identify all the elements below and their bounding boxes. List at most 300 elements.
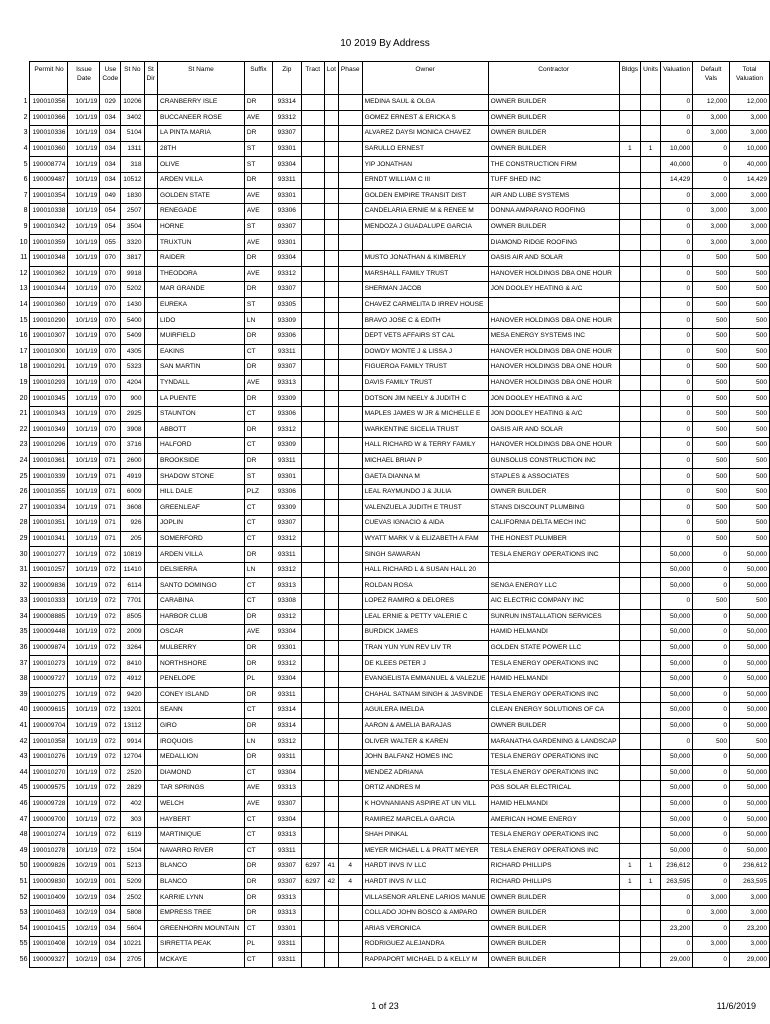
table-cell <box>144 344 157 360</box>
row-number: 11 <box>20 254 28 262</box>
table-cell <box>619 734 641 750</box>
table-cell: 50,000 <box>730 749 770 765</box>
table-cell: 500 <box>730 484 770 500</box>
table-cell: 3,000 <box>730 937 770 953</box>
table-cell: 5213 <box>121 859 144 875</box>
table-cell <box>641 391 661 407</box>
table-cell: LEAL RAYMUNDO J & JULIA <box>362 484 488 500</box>
table-cell: DELSIERRA <box>157 562 244 578</box>
table-cell: ROLDAN ROSA <box>362 578 488 594</box>
table-cell <box>619 391 641 407</box>
table-cell: 10/1/19 <box>68 640 100 656</box>
table-cell <box>641 687 661 703</box>
table-cell: 3,000 <box>693 126 730 142</box>
table-cell: EVANGELISTA EMMANUEL & VALEZUE <box>362 671 488 687</box>
table-cell: 072 <box>100 562 121 578</box>
table-row <box>15 219 770 235</box>
table-cell <box>301 375 324 391</box>
row-number: 46 <box>19 800 28 808</box>
table-cell <box>144 562 157 578</box>
table-cell <box>338 266 362 282</box>
table-cell <box>301 531 324 547</box>
table-cell: 071 <box>100 469 121 485</box>
table-cell: 28TH <box>157 141 244 157</box>
table-cell: TESLA ENERGY OPERATIONS INC <box>488 749 619 765</box>
table-cell: 93307 <box>272 874 301 890</box>
table-row <box>15 484 770 500</box>
table-cell <box>144 157 157 173</box>
table-cell: 50,000 <box>730 703 770 719</box>
table-cell: ST <box>244 297 272 313</box>
table-row <box>15 718 770 734</box>
table-cell <box>301 219 324 235</box>
table-cell: 926 <box>121 516 144 532</box>
table-cell: 50,000 <box>730 640 770 656</box>
table-cell: 50,000 <box>661 625 693 641</box>
table-row <box>15 391 770 407</box>
table-cell <box>324 734 338 750</box>
table-cell: 29,000 <box>730 952 770 968</box>
row-number: 2 <box>23 113 28 121</box>
table-body <box>15 95 770 968</box>
table-cell: 10/1/19 <box>68 250 100 266</box>
table-cell: 190010342 <box>30 219 68 235</box>
table-cell <box>324 516 338 532</box>
table-cell: 93304 <box>272 765 301 781</box>
table-cell: DR <box>244 95 272 111</box>
table-cell <box>301 952 324 968</box>
table-cell: DAVIS FAMILY TRUST <box>362 375 488 391</box>
table-cell <box>324 671 338 687</box>
table-cell: HANOVER HOLDINGS DBA ONE HOUR <box>488 266 619 282</box>
table-cell: 1 <box>619 141 641 157</box>
table-cell: GOLDEN STATE POWER LLC <box>488 640 619 656</box>
table-cell: DOTSON JIM NEELY & JUDITH C <box>362 391 488 407</box>
table-cell <box>338 671 362 687</box>
row-number: 24 <box>19 456 28 464</box>
table-cell: 1311 <box>121 141 144 157</box>
column-header: Total Valuation <box>730 62 770 95</box>
row-number: 3 <box>23 129 28 137</box>
table-cell: 0 <box>661 282 693 298</box>
table-cell: 13201 <box>121 703 144 719</box>
table-cell: 1430 <box>121 297 144 313</box>
table-cell <box>301 562 324 578</box>
table-cell: 10/1/19 <box>68 438 100 454</box>
table-row <box>15 531 770 547</box>
table-cell <box>324 328 338 344</box>
table-cell: OWNER BUILDER <box>488 937 619 953</box>
table-cell <box>144 874 157 890</box>
table-cell: CRANBERRY ISLE <box>157 95 244 111</box>
table-cell <box>301 484 324 500</box>
table-cell: AVE <box>244 781 272 797</box>
table-cell: 0 <box>661 375 693 391</box>
table-cell <box>324 937 338 953</box>
table-cell: 93307 <box>272 282 301 298</box>
table-cell: 8505 <box>121 609 144 625</box>
table-cell: WELCH <box>157 796 244 812</box>
table-cell: 500 <box>693 422 730 438</box>
table-cell: 50,000 <box>661 609 693 625</box>
table-cell <box>338 469 362 485</box>
row-number: 20 <box>19 394 28 402</box>
table-row <box>15 126 770 142</box>
table-cell: 500 <box>693 484 730 500</box>
table-cell: 5604 <box>121 921 144 937</box>
table-cell: 0 <box>661 422 693 438</box>
table-cell: 5202 <box>121 282 144 298</box>
table-cell: 93313 <box>272 827 301 843</box>
table-cell <box>619 812 641 828</box>
table-cell: TESLA ENERGY OPERATIONS INC <box>488 827 619 843</box>
table-cell <box>619 921 641 937</box>
table-cell: 072 <box>100 578 121 594</box>
row-number: 43 <box>19 753 28 761</box>
table-cell <box>338 625 362 641</box>
table-cell: ST <box>244 141 272 157</box>
table-cell <box>144 921 157 937</box>
table-cell <box>619 656 641 672</box>
table-cell <box>641 110 661 126</box>
table-cell: 93311 <box>272 547 301 563</box>
table-cell <box>338 484 362 500</box>
table-cell: 500 <box>693 250 730 266</box>
table-cell: 10/1/19 <box>68 718 100 734</box>
table-cell: 3,000 <box>730 890 770 906</box>
column-header: Issue Date <box>68 62 100 95</box>
row-number: 48 <box>19 831 28 839</box>
table-cell: BROOKSIDE <box>157 453 244 469</box>
table-cell: 93306 <box>272 328 301 344</box>
table-cell: 190010274 <box>30 827 68 843</box>
table-cell: SANTO DOMINGO <box>157 578 244 594</box>
table-cell: 072 <box>100 609 121 625</box>
table-cell <box>324 625 338 641</box>
table-cell: 072 <box>100 703 121 719</box>
table-cell <box>301 141 324 157</box>
table-cell: 50,000 <box>730 796 770 812</box>
row-number: 27 <box>19 503 28 511</box>
table-cell: 50,000 <box>730 718 770 734</box>
table-cell: 6114 <box>121 578 144 594</box>
table-cell <box>324 219 338 235</box>
table-cell: 50,000 <box>730 578 770 594</box>
table-cell <box>144 594 157 610</box>
table-cell: 3,000 <box>693 235 730 251</box>
table-cell: 190010463 <box>30 905 68 921</box>
table-cell <box>144 360 157 376</box>
table-cell: 0 <box>693 921 730 937</box>
row-number: 28 <box>19 519 28 527</box>
table-cell: PL <box>244 937 272 953</box>
table-cell: DR <box>244 547 272 563</box>
table-cell: 190010351 <box>30 516 68 532</box>
table-cell: 190010344 <box>30 282 68 298</box>
table-cell: 500 <box>693 297 730 313</box>
table-cell <box>641 406 661 422</box>
table-cell: 303 <box>121 812 144 828</box>
row-number: 55 <box>19 940 28 948</box>
table-cell <box>619 157 641 173</box>
table-row <box>15 827 770 843</box>
table-cell: 500 <box>693 313 730 329</box>
table-cell: 93301 <box>272 921 301 937</box>
table-cell: 93301 <box>272 640 301 656</box>
table-cell <box>324 812 338 828</box>
table-cell: 029 <box>100 95 121 111</box>
table-cell: 500 <box>730 297 770 313</box>
table-cell <box>301 718 324 734</box>
table-cell: 3,000 <box>693 204 730 220</box>
table-cell: 3,000 <box>693 219 730 235</box>
table-cell <box>301 609 324 625</box>
table-cell: CT <box>244 812 272 828</box>
table-cell: DR <box>244 282 272 298</box>
table-cell: 0 <box>693 827 730 843</box>
table-cell: 14,429 <box>661 172 693 188</box>
print-date: 11/6/2019 <box>716 1001 756 1011</box>
table-cell: 070 <box>100 266 121 282</box>
table-cell <box>338 204 362 220</box>
table-cell: 0 <box>693 687 730 703</box>
table-cell <box>324 609 338 625</box>
table-cell: 10/1/19 <box>68 500 100 516</box>
table-cell: 3,000 <box>730 905 770 921</box>
table-cell: 070 <box>100 250 121 266</box>
table-cell <box>338 921 362 937</box>
table-cell: SUNRUN INSTALLATION SERVICES <box>488 609 619 625</box>
table-cell <box>619 827 641 843</box>
table-cell: 93313 <box>272 375 301 391</box>
table-cell: OWNER BUILDER <box>488 890 619 906</box>
table-cell: CT <box>244 531 272 547</box>
table-cell <box>144 578 157 594</box>
table-cell <box>324 422 338 438</box>
table-cell: 402 <box>121 796 144 812</box>
table-cell: 072 <box>100 734 121 750</box>
table-cell: 23,200 <box>730 921 770 937</box>
row-number: 50 <box>19 862 28 870</box>
table-cell: HANOVER HOLDINGS DBA ONE HOUR <box>488 438 619 454</box>
table-cell <box>362 235 488 251</box>
table-row <box>15 375 770 391</box>
table-cell: TRAN YUN YUN REV LIV TR <box>362 640 488 656</box>
table-cell <box>301 765 324 781</box>
table-cell: BLANCO <box>157 859 244 875</box>
table-cell <box>144 328 157 344</box>
table-row <box>15 95 770 111</box>
table-cell <box>301 360 324 376</box>
table-cell <box>144 282 157 298</box>
table-cell: 3908 <box>121 422 144 438</box>
table-cell: 500 <box>693 531 730 547</box>
table-cell: 0 <box>693 781 730 797</box>
table-cell: 034 <box>100 952 121 968</box>
table-row <box>15 781 770 797</box>
table-row <box>15 157 770 173</box>
table-cell <box>338 250 362 266</box>
table-cell: 2009 <box>121 625 144 641</box>
table-cell <box>619 625 641 641</box>
table-cell <box>338 905 362 921</box>
table-cell: 070 <box>100 313 121 329</box>
table-cell <box>641 796 661 812</box>
row-number: 41 <box>19 722 28 730</box>
table-cell <box>301 812 324 828</box>
table-cell: BURDICK JAMES <box>362 625 488 641</box>
table-cell <box>301 422 324 438</box>
table-cell: HARDT INVS IV LLC <box>362 874 488 890</box>
table-cell: 500 <box>730 438 770 454</box>
table-cell: JOHN BALFANZ HOMES INC <box>362 749 488 765</box>
row-number: 19 <box>19 378 28 386</box>
table-cell <box>641 297 661 313</box>
table-cell: 0 <box>661 95 693 111</box>
table-cell: 9420 <box>121 687 144 703</box>
table-cell <box>338 360 362 376</box>
table-cell: 034 <box>100 157 121 173</box>
table-cell: 0 <box>693 157 730 173</box>
table-cell: 190009728 <box>30 796 68 812</box>
table-cell: 500 <box>693 282 730 298</box>
table-cell: 500 <box>730 391 770 407</box>
table-cell: 190010257 <box>30 562 68 578</box>
table-cell: 0 <box>661 219 693 235</box>
table-cell: 001 <box>100 859 121 875</box>
table-cell <box>301 172 324 188</box>
table-cell: 93312 <box>272 734 301 750</box>
table-cell: 500 <box>730 531 770 547</box>
table-cell: 3,000 <box>693 890 730 906</box>
table-cell <box>338 172 362 188</box>
table-cell: 93313 <box>272 781 301 797</box>
table-cell: 10/1/19 <box>68 827 100 843</box>
table-cell: 29,000 <box>661 952 693 968</box>
table-cell: MENDEZ ADRIANA <box>362 765 488 781</box>
table-cell: BUCCANEER ROSE <box>157 110 244 126</box>
table-cell: 0 <box>661 126 693 142</box>
table-cell: 10,000 <box>661 141 693 157</box>
table-cell: AVE <box>244 266 272 282</box>
table-cell: AVE <box>244 188 272 204</box>
table-cell <box>301 250 324 266</box>
table-cell: 0 <box>661 266 693 282</box>
table-cell: 190010270 <box>30 765 68 781</box>
table-cell <box>338 718 362 734</box>
table-cell: 3320 <box>121 235 144 251</box>
table-cell <box>301 438 324 454</box>
table-cell <box>641 921 661 937</box>
table-cell: 50,000 <box>661 703 693 719</box>
table-cell <box>324 453 338 469</box>
row-number: 14 <box>19 301 28 309</box>
row-number: 15 <box>19 316 28 324</box>
table-cell: 263,595 <box>730 874 770 890</box>
table-cell: 190009700 <box>30 812 68 828</box>
table-cell: 93307 <box>272 516 301 532</box>
table-cell <box>301 500 324 516</box>
table-cell: 3402 <box>121 110 144 126</box>
table-cell: LEAL ERNIE & PETTY VALERIE C <box>362 609 488 625</box>
table-cell: DR <box>244 687 272 703</box>
table-cell <box>641 500 661 516</box>
table-cell: 190009704 <box>30 718 68 734</box>
row-number: 56 <box>19 955 28 963</box>
table-cell <box>301 640 324 656</box>
table-cell: 034 <box>100 937 121 953</box>
table-cell: 071 <box>100 531 121 547</box>
table-cell <box>338 438 362 454</box>
row-number: 44 <box>19 768 28 776</box>
table-row <box>15 141 770 157</box>
table-cell: 0 <box>693 749 730 765</box>
table-cell <box>324 95 338 111</box>
table-cell: HANOVER HOLDINGS DBA ONE HOUR <box>488 313 619 329</box>
table-cell <box>641 172 661 188</box>
table-cell: DR <box>244 391 272 407</box>
table-cell: 0 <box>693 859 730 875</box>
table-cell: STANS DISCOUNT PLUMBING <box>488 500 619 516</box>
table-cell: OWNER BUILDER <box>488 921 619 937</box>
table-cell <box>338 422 362 438</box>
table-cell: ABBOTT <box>157 422 244 438</box>
table-cell: GIRO <box>157 718 244 734</box>
table-cell <box>144 219 157 235</box>
table-cell: 10/1/19 <box>68 484 100 500</box>
table-cell: AVE <box>244 625 272 641</box>
table-cell: 50,000 <box>730 656 770 672</box>
row-number: 12 <box>19 269 28 277</box>
table-cell: ARIAS VERONICA <box>362 921 488 937</box>
table-cell <box>619 360 641 376</box>
table-cell: 4204 <box>121 375 144 391</box>
table-cell <box>144 531 157 547</box>
table-cell <box>324 204 338 220</box>
table-cell: 190009836 <box>30 578 68 594</box>
table-cell: 10/1/19 <box>68 391 100 407</box>
table-cell: 190010334 <box>30 500 68 516</box>
table-cell: 6009 <box>121 484 144 500</box>
table-cell: 14,429 <box>730 172 770 188</box>
table-cell: 93314 <box>272 95 301 111</box>
table-cell: GOMEZ ERNEST & ERICKA S <box>362 110 488 126</box>
table-cell: 10/1/19 <box>68 157 100 173</box>
table-cell: CT <box>244 516 272 532</box>
table-cell: 50,000 <box>730 812 770 828</box>
row-number: 37 <box>19 659 28 667</box>
table-row <box>15 796 770 812</box>
table-cell: GUNSOLUS CONSTRUCTION INC <box>488 453 619 469</box>
table-row <box>15 204 770 220</box>
table-row <box>15 110 770 126</box>
row-number: 35 <box>19 628 28 636</box>
table-cell: 6297 <box>301 874 324 890</box>
table-cell: 190009575 <box>30 781 68 797</box>
table-cell: 500 <box>730 453 770 469</box>
table-cell <box>144 297 157 313</box>
table-cell <box>144 827 157 843</box>
table-cell: 0 <box>661 344 693 360</box>
table-cell: 190010409 <box>30 890 68 906</box>
table-cell: 93311 <box>272 687 301 703</box>
table-cell: LOPEZ RAMIRO & DELORES <box>362 594 488 610</box>
table-cell: HARDT INVS IV LLC <box>362 859 488 875</box>
column-header: Tract <box>301 62 324 95</box>
column-header: St Name <box>157 62 244 95</box>
table-cell: OWNER BUILDER <box>488 110 619 126</box>
table-cell <box>338 609 362 625</box>
